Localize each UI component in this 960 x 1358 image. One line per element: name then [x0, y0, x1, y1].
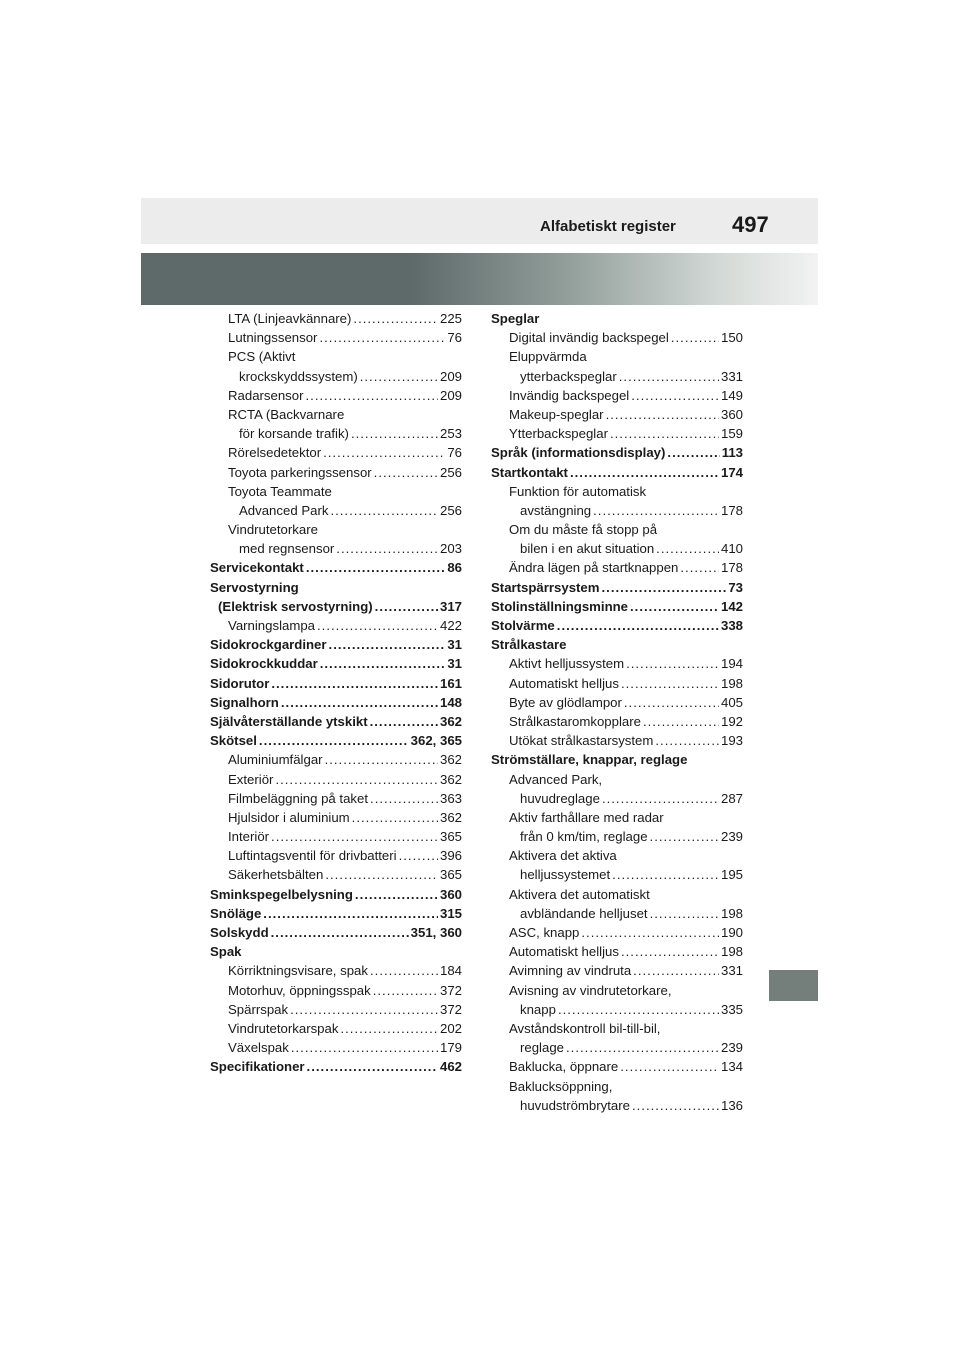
- dot-leader: [317, 616, 438, 635]
- index-entry-page[interactable]: 362: [439, 771, 462, 787]
- dot-leader: [352, 808, 438, 827]
- index-entry-label: från 0 km/tim, reglage: [520, 829, 648, 845]
- index-entry-page[interactable]: 73: [728, 579, 743, 595]
- dot-leader: [374, 463, 438, 482]
- index-entry-page[interactable]: 362: [439, 809, 462, 825]
- index-entry-label: avstängning: [520, 502, 592, 518]
- dot-leader: [281, 693, 438, 712]
- index-entry: [491, 865, 743, 884]
- index-entry-label: Vindrutetorkarspak: [228, 1020, 339, 1036]
- index-entry-label: Självåterställande ytskikt: [210, 713, 368, 729]
- index-entry: [210, 1038, 462, 1057]
- dot-leader: [620, 1057, 719, 1076]
- index-entry-label: Advanced Park: [239, 502, 329, 518]
- index-entry-page[interactable]: 396: [439, 848, 462, 864]
- index-entry-page[interactable]: 360: [439, 886, 462, 902]
- index-entry-label: Automatiskt helljus: [509, 944, 619, 960]
- index-entry: [210, 885, 462, 904]
- index-entry: [491, 520, 743, 539]
- index-entry-page[interactable]: 198: [720, 905, 743, 921]
- index-entry: [210, 597, 462, 616]
- index-entry-page[interactable]: 198: [720, 675, 743, 691]
- index-entry-label: RCTA (Backvarnare: [228, 406, 345, 422]
- dot-leader: [557, 616, 719, 635]
- index-entry-label: knapp: [520, 1001, 556, 1017]
- dot-leader: [631, 386, 719, 405]
- index-entry-label: Motorhuv, öppningsspak: [228, 982, 371, 998]
- index-entry: [491, 1019, 743, 1038]
- dot-leader: [290, 1000, 438, 1019]
- index-entry: [210, 923, 462, 942]
- index-entry: [491, 1077, 743, 1096]
- index-entry-label: Signalhorn: [210, 694, 279, 710]
- index-entry: [491, 731, 743, 750]
- index-entry-page[interactable]: 209: [439, 368, 462, 384]
- index-entry-page[interactable]: 195: [720, 867, 743, 883]
- index-entry: [491, 770, 743, 789]
- index-entry-page[interactable]: 331: [720, 368, 743, 384]
- index-entry: [210, 981, 462, 1000]
- index-entry: [491, 693, 743, 712]
- index-entry-label: Servicekontakt: [210, 560, 304, 576]
- index-entry-page[interactable]: 134: [720, 1059, 743, 1075]
- dot-leader: [621, 674, 719, 693]
- index-entry: [210, 827, 462, 846]
- index-entry: [491, 443, 743, 462]
- index-entry-label: Ytterbackspeglar: [509, 426, 608, 442]
- dot-leader: [610, 424, 719, 443]
- section-title: Alfabetiskt register: [540, 218, 676, 235]
- index-entry-page[interactable]: 256: [439, 502, 462, 518]
- index-entry-label: Startkontakt: [491, 464, 568, 480]
- index-entry-label: Varningslampa: [228, 618, 315, 633]
- index-entry: [210, 1000, 462, 1019]
- index-entry-label: Aktiv farthållare med radar: [509, 809, 664, 825]
- dot-leader: [655, 731, 719, 750]
- dot-leader: [671, 328, 719, 347]
- index-entry: [210, 942, 462, 961]
- index-entry-page[interactable]: 360: [720, 406, 743, 422]
- index-entry: [491, 328, 743, 347]
- index-entry: [491, 424, 743, 443]
- index-entry-page[interactable]: 76: [447, 445, 462, 461]
- gradient-banner: [141, 253, 818, 305]
- index-entry-page[interactable]: 136: [720, 1097, 743, 1113]
- index-entry-label: Sidokrockkuddar: [210, 656, 318, 672]
- index-entry: [210, 309, 462, 328]
- index-entry-page[interactable]: 178: [720, 560, 743, 576]
- index-entry-label: Automatiskt helljus: [509, 675, 619, 691]
- index-entry-label: Växelspak: [228, 1040, 289, 1056]
- index-entry-label: för korsande trafik): [239, 426, 349, 442]
- index-entry: [491, 885, 743, 904]
- index-entry-page[interactable]: 365: [439, 867, 462, 883]
- index-entry-page[interactable]: 161: [439, 675, 462, 691]
- index-entry-page[interactable]: 86: [447, 560, 462, 576]
- index-entry-page[interactable]: 209: [439, 387, 462, 403]
- dot-leader: [306, 386, 438, 405]
- index-entry-label: Sminkspegelbelysning: [210, 886, 353, 902]
- index-entry-label: Aluminiumfälgar: [228, 752, 323, 768]
- index-entry: [210, 405, 462, 424]
- index-entry: [210, 578, 462, 597]
- index-entry-label: Strålkastaromkopplare: [509, 713, 641, 729]
- index-entry: [210, 1057, 462, 1076]
- index-entry-page[interactable]: 184: [439, 963, 462, 979]
- dot-leader: [619, 367, 719, 386]
- index-entry: [210, 961, 462, 980]
- index-entry-page[interactable]: 193: [720, 733, 743, 749]
- index-entry-label: Advanced Park,: [509, 771, 603, 787]
- dot-leader: [306, 558, 446, 577]
- dot-leader: [558, 1000, 719, 1019]
- index-entry-label: helljussystemet: [520, 867, 611, 883]
- index-entry: [210, 712, 462, 731]
- index-entry-label: Baklucksöppning,: [509, 1078, 613, 1094]
- index-entry: [210, 616, 462, 635]
- index-entry: [491, 942, 743, 961]
- index-entry-label: Språk (informationsdisplay): [491, 445, 666, 461]
- index-entry-page[interactable]: 150: [720, 330, 743, 346]
- dot-leader: [373, 981, 438, 1000]
- index-entry-page[interactable]: 256: [439, 464, 462, 480]
- index-entry-label: Sidorutor: [210, 675, 270, 691]
- index-entry-label: Toyota Teammate: [228, 483, 332, 499]
- index-entry-label: Utökat strålkastarsystem: [509, 733, 654, 749]
- index-entry: [491, 1038, 743, 1057]
- index-entry: [491, 635, 743, 654]
- index-entry-label: Servostyrning: [210, 579, 299, 595]
- index-entry-page[interactable]: 405: [720, 694, 743, 710]
- dot-leader: [667, 443, 719, 462]
- dot-leader: [606, 405, 719, 424]
- index-entry-page[interactable]: 149: [720, 387, 743, 403]
- index-entry-label: Avisning av vindrutetorkare,: [509, 982, 672, 998]
- index-entry-label: Sidokrockgardiner: [210, 637, 327, 653]
- index-entry-label: huvudströmbrytare: [520, 1097, 630, 1113]
- dot-leader: [632, 1096, 719, 1115]
- dot-leader: [329, 635, 446, 654]
- index-entry-page[interactable]: 372: [439, 1001, 462, 1017]
- dot-leader: [370, 712, 438, 731]
- dot-leader: [602, 789, 719, 808]
- index-entry-label: Invändig backspegel: [509, 387, 630, 403]
- index-entry-page[interactable]: 351, 360: [410, 925, 462, 940]
- dot-leader: [307, 1057, 438, 1076]
- index-entry-label: Luftintagsventil för drivbatteri: [228, 848, 397, 864]
- page-number: 497: [732, 212, 769, 237]
- index-entry: [491, 750, 743, 769]
- index-entry: [491, 482, 743, 501]
- index-entry-page[interactable]: 239: [720, 1040, 743, 1056]
- index-entry: [491, 1057, 743, 1076]
- index-entry-label: reglage: [520, 1040, 564, 1056]
- index-entry-label: Skötsel: [210, 733, 257, 749]
- index-entry-page[interactable]: 179: [439, 1040, 462, 1056]
- index-entry: [491, 961, 743, 980]
- index-column-right: [491, 309, 743, 1115]
- index-entry: [210, 520, 462, 539]
- index-entry: [491, 846, 743, 865]
- dot-leader: [325, 750, 438, 769]
- index-entry: [491, 827, 743, 846]
- dot-leader: [612, 865, 719, 884]
- dot-leader: [581, 923, 719, 942]
- index-entry-label: Spärrspak: [228, 1001, 289, 1017]
- index-entry: [210, 482, 462, 501]
- index-entry-label: Rörelsedetektor: [228, 445, 322, 461]
- index-entry: [210, 904, 462, 923]
- index-entry: [491, 904, 743, 923]
- index-entry-label: krockskyddssystem): [239, 368, 358, 384]
- index-entry-page[interactable]: 159: [720, 426, 743, 442]
- index-entry-page[interactable]: 422: [439, 618, 462, 633]
- index-entry: [491, 347, 743, 366]
- index-entry: [210, 770, 462, 789]
- index-entry-page[interactable]: 410: [720, 541, 743, 557]
- index-entry-label: Baklucka, öppnare: [509, 1059, 619, 1075]
- index-entry-page[interactable]: 338: [720, 618, 743, 633]
- index-entry: [210, 443, 462, 462]
- index-entry-page[interactable]: 192: [720, 713, 743, 729]
- index-entry: [210, 367, 462, 386]
- index-entry: [491, 386, 743, 405]
- dot-leader: [656, 539, 719, 558]
- index-entry: [210, 865, 462, 884]
- index-entry: [210, 328, 462, 347]
- index-entry-page[interactable]: 335: [720, 1001, 743, 1017]
- index-entry-page[interactable]: 225: [439, 311, 462, 326]
- index-entry-label: bilen i en akut situation: [520, 541, 655, 557]
- dot-leader: [630, 597, 719, 616]
- index-entry-label: Makeup-speglar: [509, 406, 604, 422]
- index-entry-page[interactable]: 31: [447, 656, 462, 672]
- index-entry-label: Aktivera det aktiva: [509, 848, 617, 864]
- index-entry-label: Funktion för automatisk: [509, 483, 647, 499]
- index-entry: [491, 501, 743, 520]
- index-entry-page[interactable]: 31: [447, 637, 462, 653]
- index-entry-label: Säkerhetsbälten: [228, 867, 324, 883]
- index-entry-label: Hjulsidor i aluminium: [228, 809, 350, 825]
- dot-leader: [271, 923, 409, 942]
- index-entry-page[interactable]: 174: [720, 464, 743, 480]
- dot-leader: [399, 846, 438, 865]
- index-entry-page[interactable]: 202: [439, 1020, 462, 1036]
- index-entry-page[interactable]: 315: [439, 905, 462, 921]
- dot-leader: [259, 731, 409, 750]
- index-entry-page[interactable]: 142: [720, 598, 743, 614]
- index-entry-page[interactable]: 317: [439, 598, 462, 614]
- dot-leader: [263, 904, 438, 923]
- dot-leader: [375, 597, 438, 616]
- index-entry-page[interactable]: 198: [720, 944, 743, 960]
- dot-leader: [566, 1038, 719, 1057]
- index-entry-label: Radarsensor: [228, 387, 304, 403]
- dot-leader: [330, 501, 438, 520]
- index-entry-page[interactable]: 190: [720, 925, 743, 940]
- dot-leader: [353, 309, 438, 328]
- index-entry: [210, 386, 462, 405]
- index-entry: [491, 597, 743, 616]
- index-entry-label: Stolvärme: [491, 618, 555, 633]
- index-entry-page[interactable]: 362, 365: [410, 733, 462, 749]
- dot-leader: [650, 827, 719, 846]
- dot-leader: [271, 674, 438, 693]
- dot-leader: [643, 712, 719, 731]
- index-entry: [210, 1019, 462, 1038]
- index-entry-label: Strömställare, knappar, reglage: [491, 752, 688, 768]
- dot-leader: [355, 885, 438, 904]
- header-band: [141, 198, 818, 244]
- dot-leader: [271, 827, 438, 846]
- index-entry: [210, 750, 462, 769]
- dot-leader: [336, 539, 438, 558]
- index-entry-page[interactable]: 331: [720, 963, 743, 979]
- dot-leader: [680, 558, 719, 577]
- index-entry: [210, 789, 462, 808]
- index-entry: [491, 808, 743, 827]
- index-entry-page[interactable]: 363: [439, 790, 462, 806]
- dot-leader: [291, 1038, 438, 1057]
- dot-leader: [275, 770, 438, 789]
- index-entry: [210, 654, 462, 673]
- index-entry-page[interactable]: 372: [439, 982, 462, 998]
- index-entry-label: Startspärrsystem: [491, 579, 600, 595]
- index-entry-label: Filmbeläggning på taket: [228, 790, 369, 806]
- index-entry-label: Interiör: [228, 829, 270, 845]
- index-entry-label: Avståndskontroll bil-till-bil,: [509, 1020, 661, 1036]
- dot-leader: [351, 424, 438, 443]
- index-entry: [210, 424, 462, 443]
- index-entry-label: Ändra lägen på startknappen: [509, 560, 679, 576]
- index-entry-label: Om du måste få stopp på: [509, 522, 658, 538]
- index-entry-label: huvudreglage: [520, 790, 600, 806]
- dot-leader: [570, 463, 719, 482]
- index-entry-label: PCS (Aktivt: [228, 349, 296, 365]
- index-entry: [210, 693, 462, 712]
- index-entry-page[interactable]: 287: [720, 790, 743, 806]
- index-entry: [210, 846, 462, 865]
- dot-leader: [320, 654, 446, 673]
- index-entry-label: ASC, knapp: [509, 925, 580, 940]
- index-entry: [491, 674, 743, 693]
- index-entry-label: (Elektrisk servostyrning): [218, 598, 373, 614]
- index-entry-page[interactable]: 178: [720, 502, 743, 518]
- dot-leader: [621, 942, 719, 961]
- index-entry: [491, 1000, 743, 1019]
- index-entry: [491, 463, 743, 482]
- index-entry: [491, 539, 743, 558]
- index-entry-label: Eluppvärmda: [509, 349, 587, 365]
- index-entry: [210, 463, 462, 482]
- index-entry-label: Toyota parkeringssensor: [228, 464, 372, 480]
- index-entry: [491, 923, 743, 942]
- index-entry-page[interactable]: 239: [720, 829, 743, 845]
- dot-leader: [340, 1019, 438, 1038]
- index-entry-page[interactable]: 194: [720, 656, 743, 672]
- index-entry-page[interactable]: 253: [439, 426, 462, 442]
- index-entry-label: Byte av glödlampor: [509, 694, 622, 710]
- dot-leader: [593, 501, 719, 520]
- dot-leader: [624, 693, 719, 712]
- index-entry-label: LTA (Linjeavkännare): [228, 311, 352, 326]
- index-entry-label: Snöläge: [210, 905, 262, 921]
- index-entry-label: Digital invändig backspegel: [509, 330, 669, 346]
- index-entry: [491, 616, 743, 635]
- dot-leader: [602, 578, 727, 597]
- index-entry: [491, 405, 743, 424]
- section-tab-marker: [769, 970, 818, 1001]
- dot-leader: [370, 789, 438, 808]
- index-entry: [491, 654, 743, 673]
- index-entry: [210, 635, 462, 654]
- index-entry-page[interactable]: 113: [721, 445, 743, 461]
- index-entry-label: avbländande helljuset: [520, 905, 648, 921]
- index-entry-label: Specifikationer: [210, 1059, 305, 1075]
- index-entry: [210, 731, 462, 750]
- index-entry: [491, 578, 743, 597]
- index-entry: [210, 501, 462, 520]
- index-entry: [491, 981, 743, 1000]
- index-entry: [491, 558, 743, 577]
- index-entry-label: Lutningssensor: [228, 330, 318, 346]
- index-entry-page[interactable]: 362: [439, 713, 462, 729]
- index-entry-label: Exteriör: [228, 771, 274, 787]
- dot-leader: [360, 367, 438, 386]
- index-entry-page[interactable]: 362: [439, 752, 462, 768]
- index-entry-page[interactable]: 365: [439, 829, 462, 845]
- index-entry-page[interactable]: 76: [447, 330, 462, 346]
- index-entry: [210, 347, 462, 366]
- dot-leader: [626, 654, 719, 673]
- index-entry: [210, 539, 462, 558]
- index-entry: [210, 674, 462, 693]
- index-entry-label: Strålkastare: [491, 637, 567, 653]
- index-entry-page[interactable]: 462: [439, 1059, 462, 1075]
- index-entry: [491, 309, 743, 328]
- index-entry-label: Körriktningsvisare, spak: [228, 963, 368, 979]
- index-entry-label: med regnsensor: [239, 541, 335, 557]
- index-entry-label: Aktivt helljussystem: [509, 656, 625, 672]
- dot-leader: [325, 865, 438, 884]
- index-entry: [491, 712, 743, 731]
- dot-leader: [650, 904, 719, 923]
- index-column-left: [210, 309, 462, 1077]
- index-entry-label: Spak: [210, 944, 242, 960]
- index-entry-label: Speglar: [491, 311, 540, 326]
- index-entry: [491, 1096, 743, 1115]
- index-entry-page[interactable]: 203: [439, 541, 462, 557]
- index-entry-label: Vindrutetorkare: [228, 522, 318, 538]
- index-entry-label: Solskydd: [210, 925, 269, 940]
- dot-leader: [323, 443, 445, 462]
- dot-leader: [633, 961, 719, 980]
- dot-leader: [370, 961, 438, 980]
- index-entry: [210, 558, 462, 577]
- index-entry-label: Aktivera det automatiskt: [509, 886, 650, 902]
- index-entry-label: Stolinställningsminne: [491, 598, 629, 614]
- index-entry: [491, 367, 743, 386]
- index-entry-page[interactable]: 148: [439, 694, 462, 710]
- index-entry: [210, 808, 462, 827]
- index-entry: [491, 789, 743, 808]
- index-entry-label: Avimning av vindruta: [509, 963, 632, 979]
- index-entry-label: ytterbackspeglar: [520, 368, 617, 384]
- dot-leader: [319, 328, 445, 347]
